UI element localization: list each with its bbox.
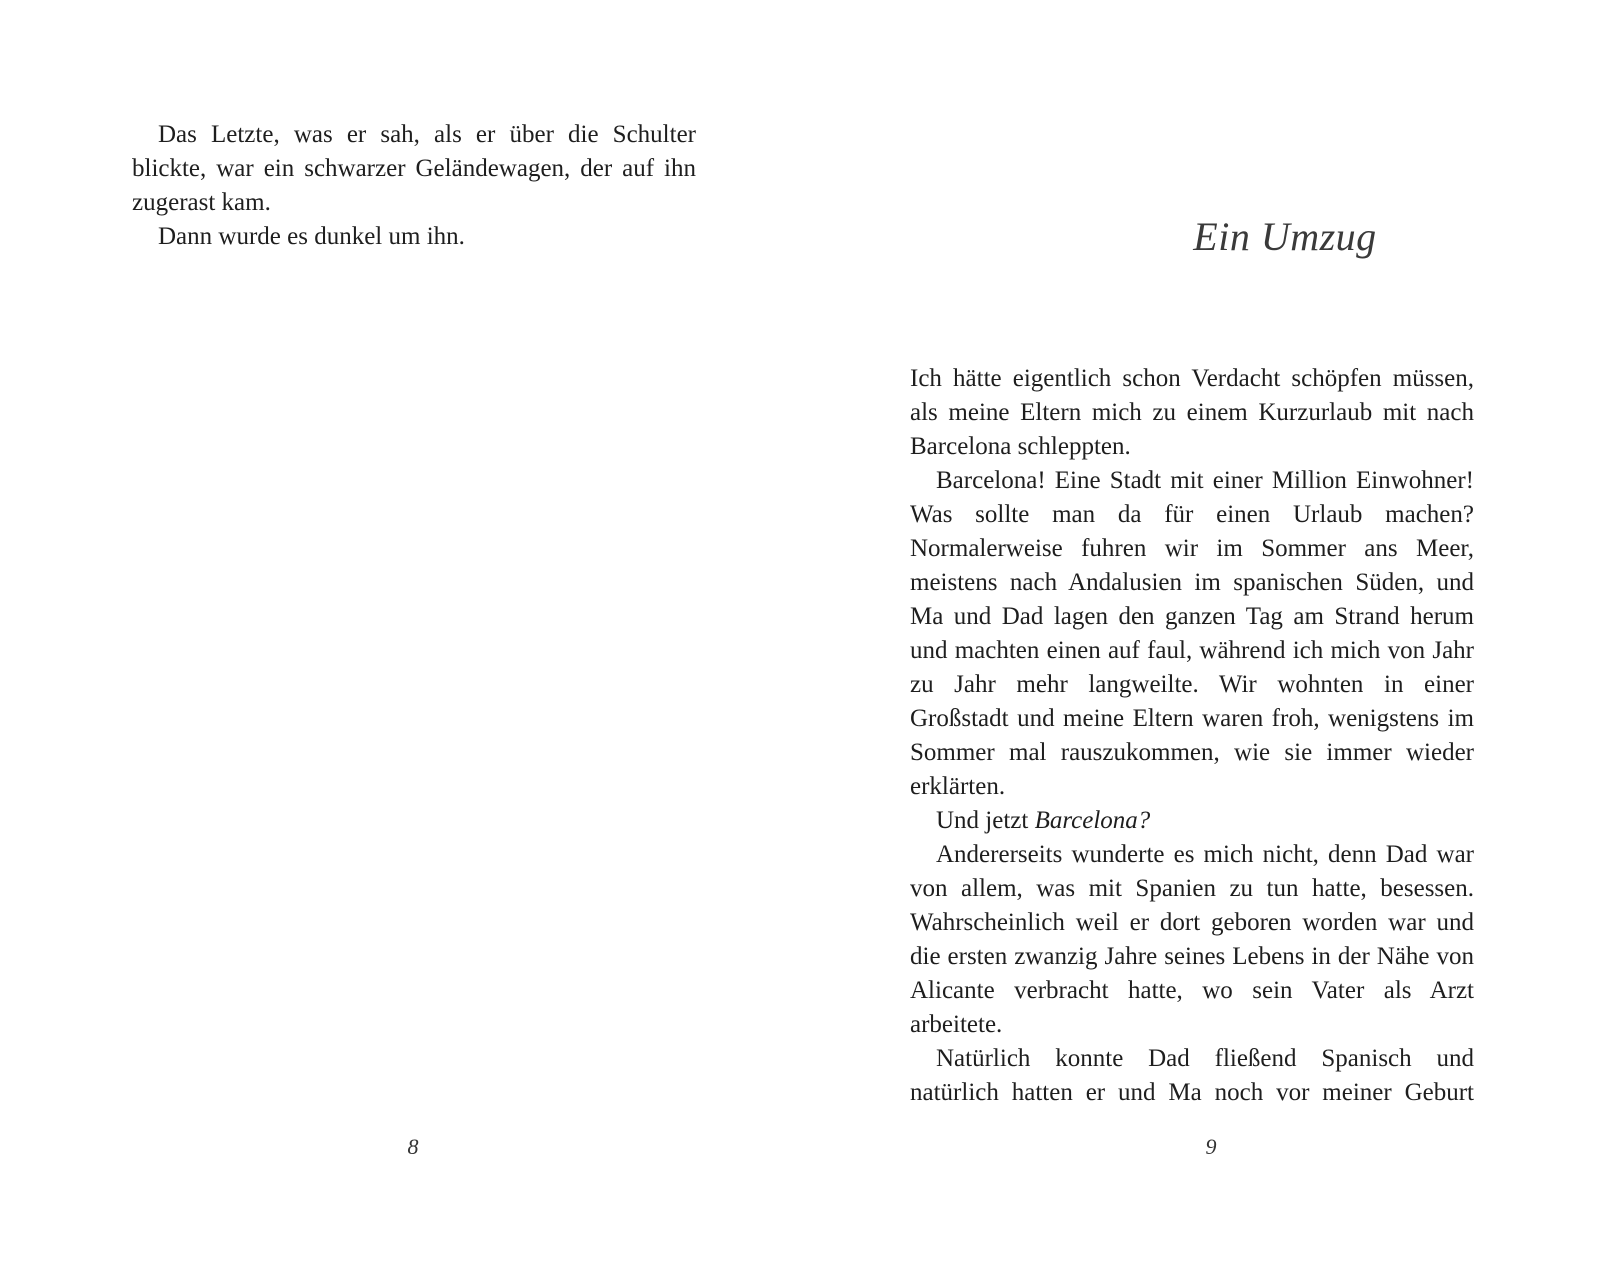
chapter-title: Ein Umzug: [1193, 214, 1377, 259]
paragraph: Natürlich konnte Dad fließend Spanisch und natürlich hatten er und Ma noch vor meiner Geburt: [910, 1045, 1474, 1106]
left-page-body: [132, 118, 696, 254]
paragraph-text: Und jetzt: [936, 807, 1035, 834]
paragraph: [910, 804, 1474, 838]
page-number: 9: [1205, 1134, 1217, 1159]
paragraph: Ich hätte eigentlich schon Verdacht schöpfen müssen, als meine Eltern mich zu einem Kurzurlaub mit nach Barcelona schleppten.: [910, 365, 1474, 460]
right-page: [800, 0, 1600, 1274]
paragraph: Dann wurde es dunkel um ihn.: [158, 223, 465, 250]
page-number: 8: [407, 1134, 419, 1159]
emphasis-text: Barcelona?: [1034, 807, 1151, 834]
paragraph: Barcelona! Eine Stadt mit einer Million Einwohner! Was sollte man da für einen Urlaub machen? Normalerweise fuhren wir im Sommer ans Meer, meistens nach Andalusien im spanischen Süden, und Ma und Dad lagen den ganzen Tag am Strand herum und machten einen auf faul, während ich mich von Jahr zu Jahr mehr langweilte. Wir wohnten in einer Großstadt und meine Eltern waren froh, wenigstens im Sommer mal rauszukommen, wie sie immer wieder erklärten.: [910, 467, 1474, 800]
paragraph: Das Letzte, was er sah, als er über die Schulter blickte, war ein schwarzer Geländewagen, der auf ihn zugerast kam.: [132, 121, 696, 216]
paragraph: Andererseits wunderte es mich nicht, denn Dad war von allem, was mit Spanien zu tun hatte, besessen. Wahrscheinlich weil er dort geboren worden war und die ersten zwanzig Jahre seines Lebens in der Nähe von Alicante verbracht hatte, wo sein Vater als Arzt arbeitete.: [910, 841, 1474, 1038]
right-page-body: [910, 362, 1474, 1110]
